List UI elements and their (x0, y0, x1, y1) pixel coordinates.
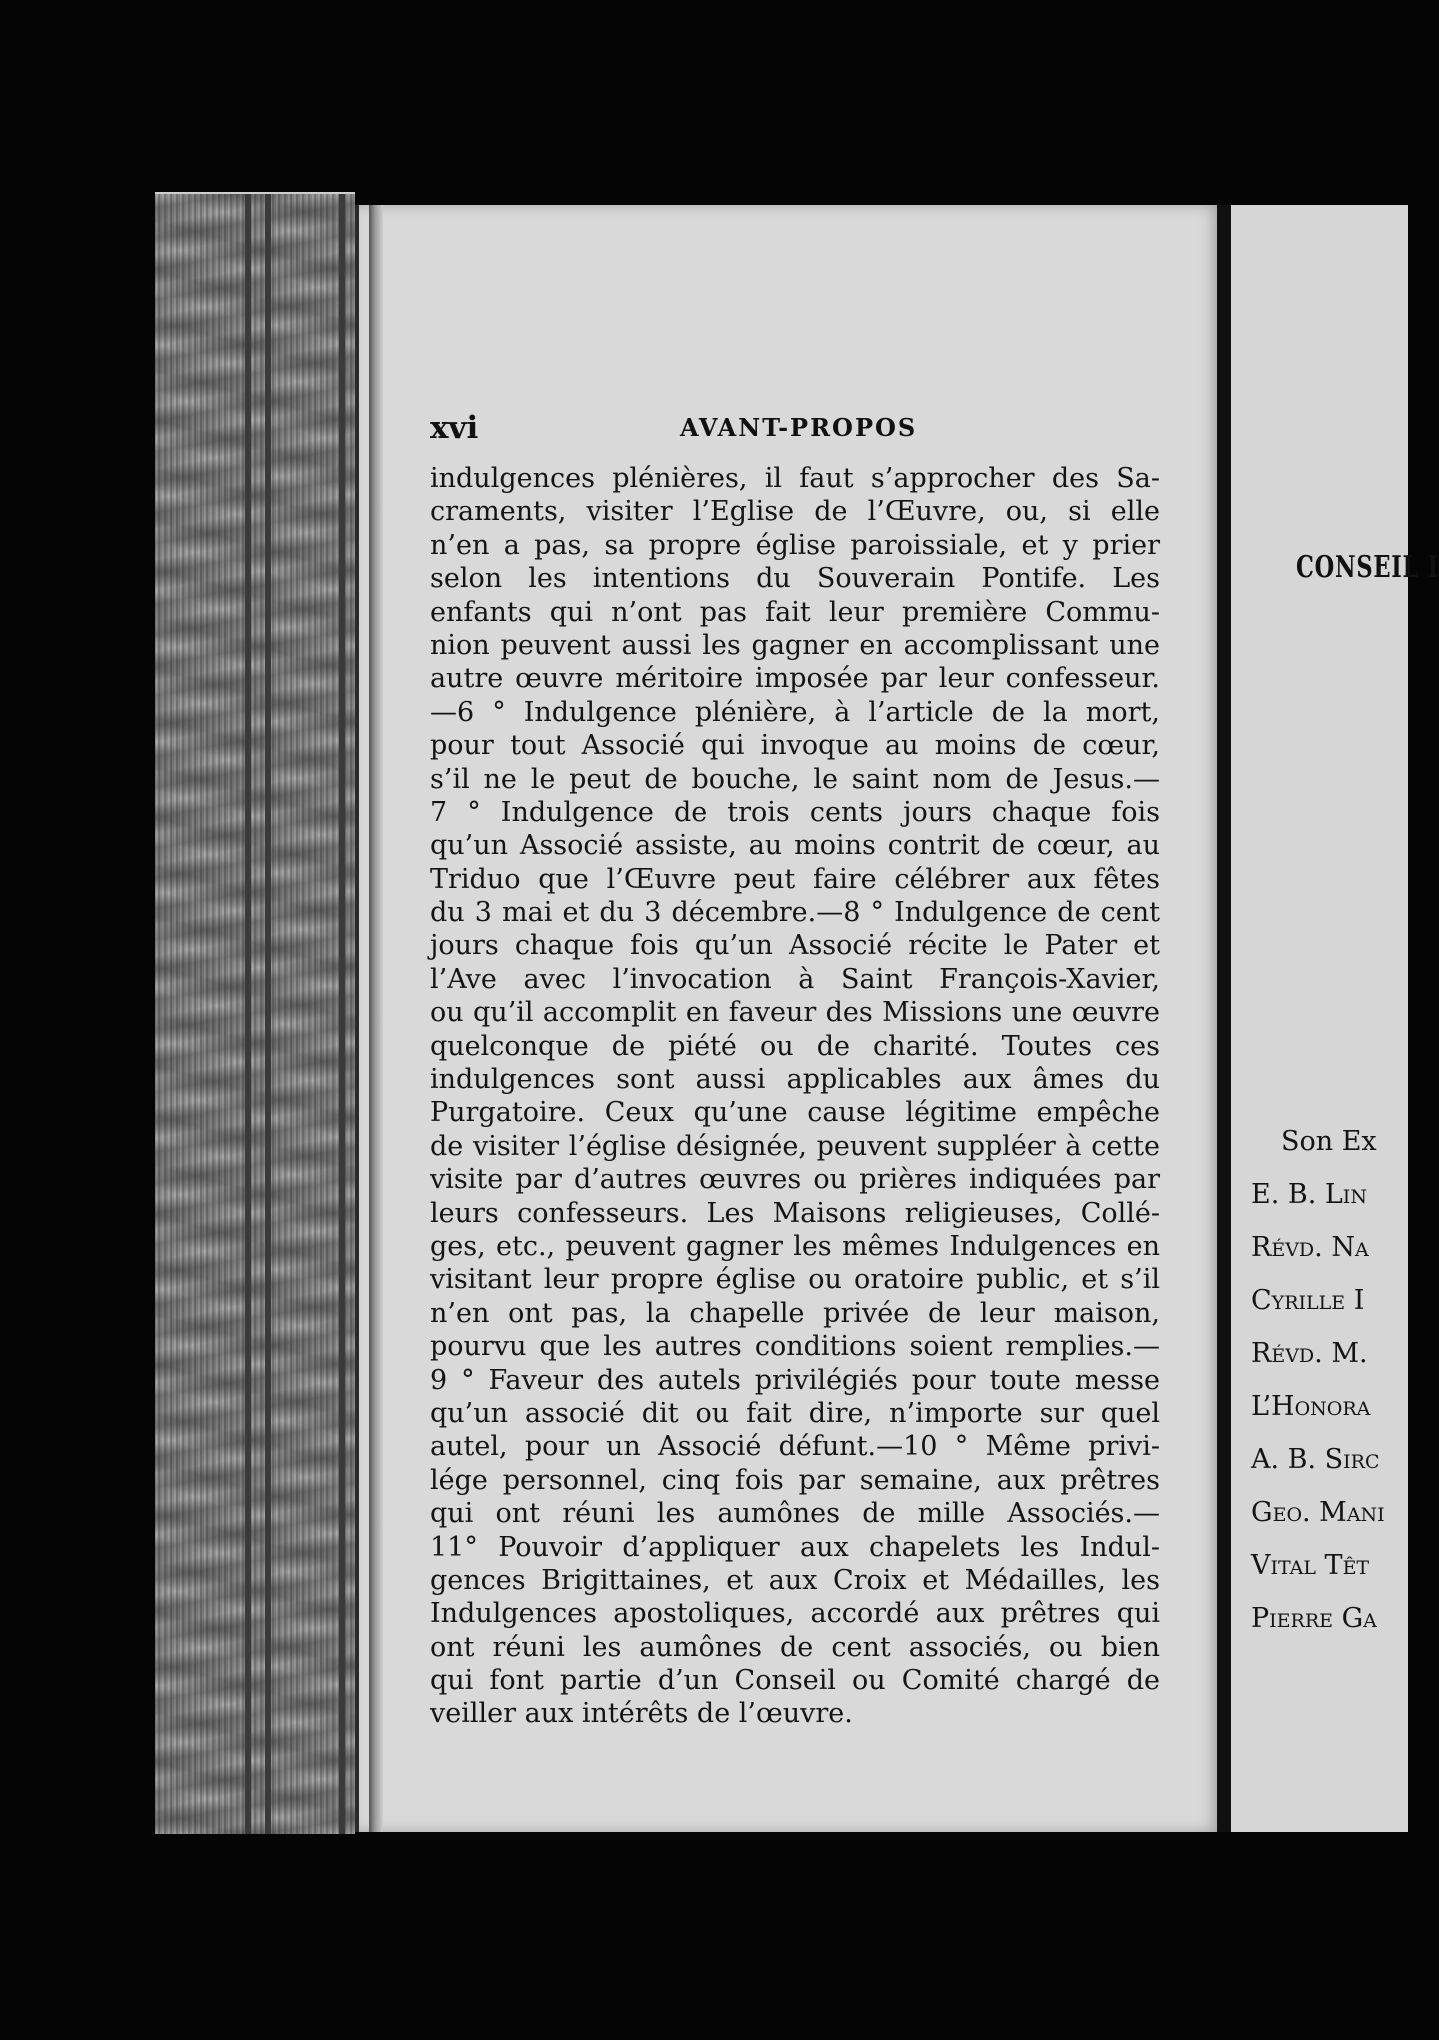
text-line: veiller aux intérêts de l’œuvre. (430, 1698, 853, 1730)
page-edge-texture (155, 194, 355, 1834)
text-line: 7 ° Indulgence de trois cents jours chaque fois (430, 796, 1160, 828)
text-line: enfants qui n’ont pas fait leur première Commu- (430, 596, 1160, 628)
council-member: Vital Têt (1251, 1550, 1370, 1581)
council-member: A. B. Sirc (1251, 1444, 1380, 1475)
text-line: du 3 mai et du 3 décembre.—8 ° Indulgence de cent (430, 897, 1160, 929)
text-line: leurs confesseurs. Les Maisons religieuses, Collé- (430, 1197, 1160, 1229)
text-line: pourvu que les autres conditions soient remplies.— (430, 1331, 1160, 1363)
text-line: indulgences plénières, il faut s’approcher des Sa- (430, 463, 1160, 494)
text-line: visitant leur propre église ou oratoire public, et s’il (430, 1264, 1160, 1296)
text-line: lége personnel, cinq fois par semaine, aux prêtres (430, 1464, 1160, 1496)
text-line: qu’un associé dit ou fait dire, n’importe sur quel (430, 1397, 1160, 1429)
text-line: qui ont réuni les aumônes de mille Associés.— (430, 1498, 1160, 1530)
council-member: Son Ex (1281, 1126, 1377, 1157)
text-line: pour tout Associé qui invoque au moins de cœur, (430, 730, 1160, 762)
text-line: ou qu’il accomplit en faveur des Missions une œuvre (430, 997, 1160, 1029)
council-member: Pierre Ga (1251, 1603, 1377, 1634)
running-head (430, 410, 1160, 450)
text-line: 11° Pouvoir d’appliquer aux chapelets les Indul- (430, 1531, 1160, 1563)
text-line: Triduo que l’Œuvre peut faire célébrer aux fêtes (430, 863, 1160, 895)
edge-band (245, 194, 251, 1834)
text-line: autel, pour un Associé défunt.—10 ° Même privi- (430, 1431, 1160, 1463)
text-line: quelconque de piété ou de charité. Toutes ces (430, 1030, 1160, 1062)
book-gutter (1217, 205, 1231, 1832)
right-page (1231, 205, 1439, 1832)
text-line: l’Ave avec l’invocation à Saint François-Xavier, (430, 963, 1160, 995)
right-page-heading: CONSEIL I (1296, 550, 1439, 585)
text-line: s’il ne le peut de bouche, le saint nom de Jesus.— (430, 763, 1160, 795)
text-line: ges, etc., peuvent gagner les mêmes Indulgences en (430, 1230, 1160, 1262)
book-page-edges (155, 192, 355, 1834)
text-line: selon les intentions du Souverain Pontife. Les (430, 563, 1160, 595)
council-member: Geo. Mani (1251, 1497, 1385, 1528)
council-member: Révd. Na (1251, 1232, 1369, 1263)
council-member: Cyrille I (1251, 1285, 1365, 1316)
text-line: indulgences sont aussi applicables aux âmes du (430, 1064, 1160, 1096)
running-head-title: AVANT-PROPOS (680, 413, 918, 442)
edge-band (339, 194, 345, 1834)
council-member: L’Honora (1251, 1391, 1371, 1422)
text-line: qu’un Associé assiste, au moins contrit de cœur, au (430, 830, 1160, 862)
text-line: —6 ° Indulgence plénière, à l’article de la mort, (430, 696, 1160, 728)
edge-band (265, 194, 271, 1834)
text-line: Purgatoire. Ceux qu’une cause légitime empêche (430, 1097, 1160, 1129)
text-line: nion peuvent aussi les gagner en accomplissant une (430, 629, 1160, 661)
text-line: 9 ° Faveur des autels privilégiés pour toute messe (430, 1364, 1160, 1396)
body-text (430, 462, 1160, 1731)
text-line: de visiter l’église désignée, peuvent suppléer à cette (430, 1130, 1160, 1162)
page-number: xvi (430, 410, 479, 446)
text-line: visite par d’autres œuvres ou prières indiquées par (430, 1164, 1160, 1196)
text-line: n’en ont pas, la chapelle privée de leur maison, (430, 1297, 1160, 1329)
council-member-list (1251, 1115, 1385, 1645)
text-line: n’en a pas, sa propre église paroissiale, et y prier (430, 529, 1160, 561)
council-member: E. B. Lin (1251, 1179, 1367, 1210)
text-line: craments, visiter l’Eglise de l’Œuvre, ou, si elle (430, 496, 1160, 528)
text-line: qui font partie d’un Conseil ou Comité chargé de (430, 1665, 1160, 1697)
text-line: Indulgences apostoliques, accordé aux prêtres qui (430, 1598, 1160, 1630)
text-line: ont réuni les aumônes de cent associés, ou bien (430, 1631, 1160, 1663)
council-member: Révd. M. (1251, 1338, 1368, 1369)
text-line: jours chaque fois qu’un Associé récite le Pater et (430, 930, 1160, 962)
text-line: gences Brigittaines, et aux Croix et Médailles, les (430, 1564, 1160, 1596)
text-line: autre œuvre méritoire imposée par leur confesseur. (430, 663, 1160, 695)
